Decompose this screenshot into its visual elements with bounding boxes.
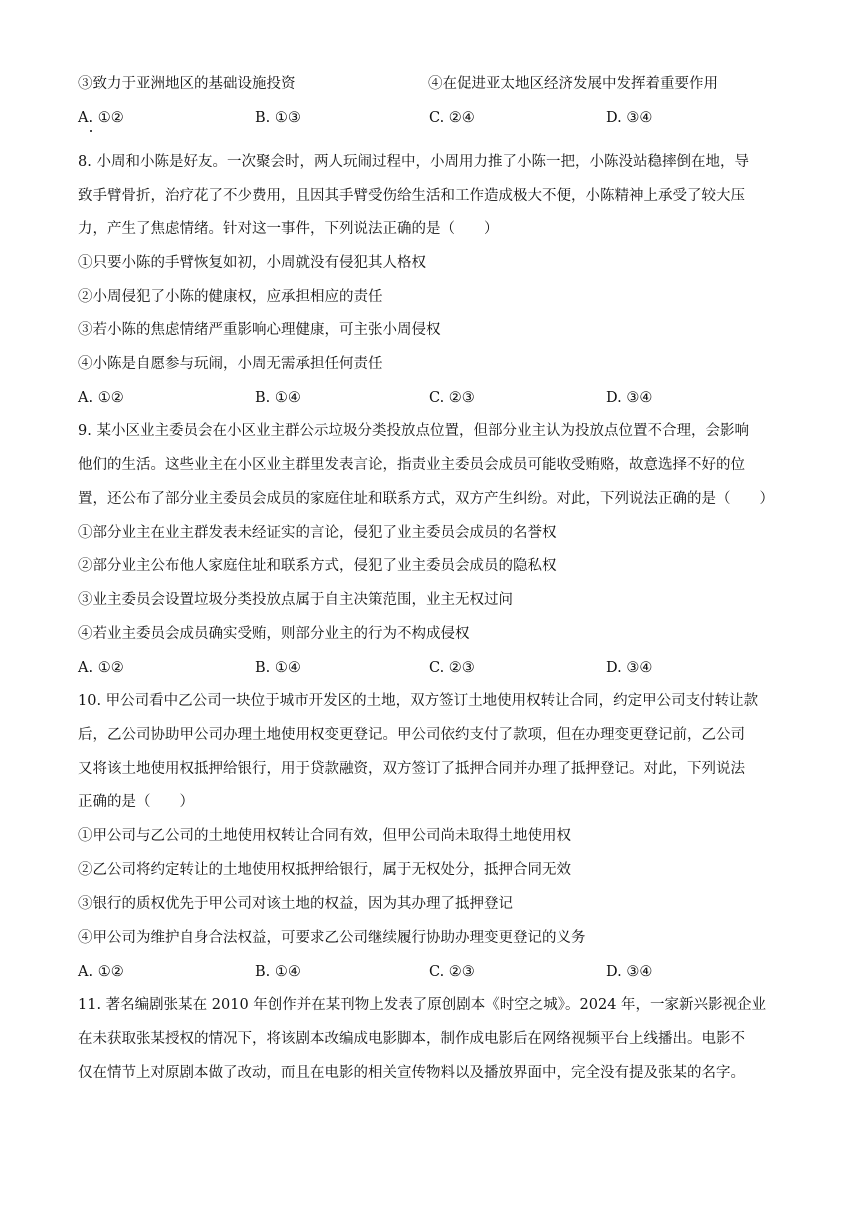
q10-stem-line: 正确的是（ ） xyxy=(78,794,194,810)
q7-option-a: A. ①② xyxy=(78,110,124,126)
q8-item-3: ③若小陈的焦虑情绪严重影响心理健康，可主张小周侵权 xyxy=(78,322,441,338)
q10-item-4: ④甲公司为维护自身合法权益，可要求乙公司继续履行协助办理变更登记的义务 xyxy=(78,930,586,946)
q8-item-2: ②小周侵犯了小陈的健康权，应承担相应的责任 xyxy=(78,289,383,305)
q8-stem-line: 8. 小周和小陈是好友。一次聚会时，两人玩闹过程中，小周用力推了小陈一把，小陈没站稳摔倒在地，导 xyxy=(78,154,749,170)
q10-option-c: C. ②③ xyxy=(429,964,475,980)
q9-item-4: ④若业主委员会成员确实受贿，则部分业主的行为不构成侵权 xyxy=(78,626,470,642)
q8-option-d: D. ③④ xyxy=(606,390,653,406)
q11-stem-line: 11. 著名编剧张某在 2010 年创作并在某刊物上发表了原创剧本《时空之城》。2024 年，一家新兴影视企业 xyxy=(78,997,767,1013)
q10-stem-line: 10. 甲公司看中乙公司一块位于城市开发区的土地，双方签订土地使用权转让合同，约定甲公司支付转让款 xyxy=(78,693,759,709)
q8-option-c: C. ②③ xyxy=(429,390,475,406)
q11-stem-line: 在未获取张某授权的情况下，将该剧本改编成电影脚本，制作成电影后在网络视频平台上线播出。电影不 xyxy=(78,1031,745,1047)
q9-option-c: C. ②③ xyxy=(429,660,475,676)
q9-item-2: ②部分业主公布他人家庭住址和联系方式，侵犯了业主委员会成员的隐私权 xyxy=(78,558,557,574)
q8-option-b: B. ①④ xyxy=(255,390,301,406)
q10-item-2: ②乙公司将约定转让的土地使用权抵押给银行，属于无权处分，抵押合同无效 xyxy=(78,862,571,878)
q9-stem-line: 置，还公布了部分业主委员会成员的家庭住址和联系方式，双方产生纠纷。对此，下列说法正确的是（ ） xyxy=(78,491,774,507)
q10-stem-line: 又将该土地使用权抵押给银行，用于贷款融资，双方签订了抵押合同并办理了抵押登记。对此，下列说法 xyxy=(78,761,745,777)
q8-stem-line: 力，产生了焦虑情绪。针对这一事件，下列说法正确的是（ ） xyxy=(78,221,499,237)
q9-item-3: ③业主委员会设置垃圾分类投放点属于自主决策范围，业主无权过问 xyxy=(78,592,513,608)
q8-item-1: ①只要小陈的手臂恢复如初，小周就没有侵犯其人格权 xyxy=(78,255,426,271)
q9-option-a: A. ①② xyxy=(78,660,124,676)
q10-stem-line: 后，乙公司协助甲公司办理土地使用权变更登记。甲公司依约支付了款项，但在办理变更登记前，乙公司 xyxy=(78,727,745,743)
q10-option-d: D. ③④ xyxy=(606,964,653,980)
q9-item-1: ①部分业主在业主群发表未经证实的言论，侵犯了业主委员会成员的名誉权 xyxy=(78,525,557,541)
q11-stem-line: 仅在情节上对原剧本做了改动，而且在电影的相关宣传物料以及播放界面中，完全没有提及张某的名字。 xyxy=(78,1065,745,1081)
q10-item-3: ③银行的质权优先于甲公司对该土地的权益，因为其办理了抵押登记 xyxy=(78,896,513,912)
q7-item-4: ④在促进亚太地区经济发展中发挥着重要作用 xyxy=(428,76,718,92)
q9-stem-line: 他们的生活。这些业主在小区业主群里发表言论，指责业主委员会成员可能收受贿赂，故意选择不好的位 xyxy=(78,457,745,473)
q8-stem-line: 致手臂骨折，治疗花了不少费用，且因其手臂受伤给生活和工作造成极大不便，小陈精神上承受了较大压 xyxy=(78,188,745,204)
q9-option-b: B. ①④ xyxy=(255,660,301,676)
q10-item-1: ①甲公司与乙公司的土地使用权转让合同有效，但甲公司尚未取得土地使用权 xyxy=(78,828,571,844)
q7-option-b: B. ①③ xyxy=(255,110,301,126)
q9-stem-line: 9. 某小区业主委员会在小区业主群公示垃圾分类投放点位置，但部分业主认为投放点位置不合理，会影响 xyxy=(78,423,749,439)
q7-option-c: C. ②④ xyxy=(429,110,475,126)
q10-option-a: A. ①② xyxy=(78,964,124,980)
q10-option-b: B. ①④ xyxy=(255,964,301,980)
q8-option-a: A. ①② xyxy=(78,390,124,406)
q9-option-d: D. ③④ xyxy=(606,660,653,676)
dot-mark xyxy=(90,130,92,132)
q7-option-d: D. ③④ xyxy=(606,110,653,126)
q7-item-3: ③致力于亚洲地区的基础设施投资 xyxy=(78,76,296,92)
q8-item-4: ④小陈是自愿参与玩闹，小周无需承担任何责任 xyxy=(78,356,383,372)
